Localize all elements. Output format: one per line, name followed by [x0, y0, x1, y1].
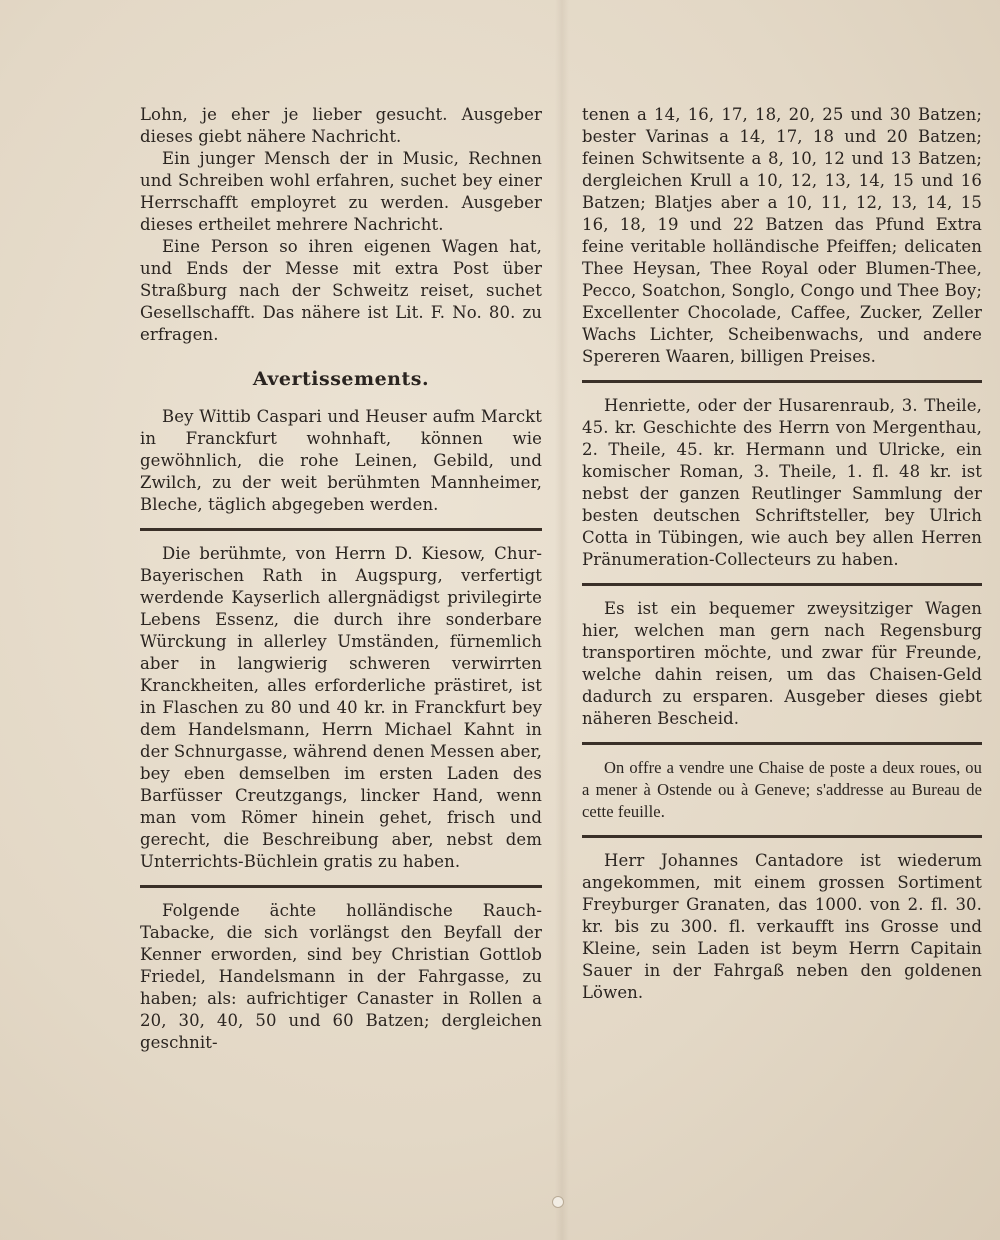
page-fold	[555, 0, 569, 1240]
divider	[582, 583, 982, 586]
right-column	[582, 104, 982, 1004]
advert-text: Es ist ein bequemer zweysitziger Wagen hier, welchen man gern nach Regensburg transportiren möchte, und zwar für Freunde, welche dahin reisen, um das Chaisen-Geld dadurch zu ersparen. Ausgeber dieses giebt näheren Bescheid.	[582, 599, 982, 728]
advert-wage	[140, 104, 542, 148]
advert-essence	[140, 543, 542, 873]
advert-young-man	[140, 148, 542, 236]
advert-text: Folgende ächte holländische Rauch-Tabacke, die sich vorlängst den Beyfall der Kenner erworden, sind bey Christian Gottlob Friedel, Handelsmann in der Fahrgasse, zu haben; als: aufrichtiger Canaster in Rollen a 20, 30, 40, 50 und 60 Batzen; dergleichen geschnit-	[140, 901, 542, 1052]
advert-text: On offre a vendre une Chaise de poste a deux roues, ou a mener à Ostende ou à Geneve; s'addresse au Bureau de cette feuille.	[582, 758, 982, 821]
divider	[582, 380, 982, 383]
advert-text: Ein junger Mensch der in Music, Rechnen und Schreiben wohl erfahren, suchet bey einer Herrschafft employret zu werden. Ausgeber dieses ertheilet mehrere Nachricht.	[140, 149, 542, 234]
left-column	[140, 104, 542, 1054]
divider	[582, 835, 982, 838]
paper-hole	[552, 1196, 564, 1208]
advert-books	[582, 395, 982, 571]
advert-text: Eine Person so ihren eigenen Wagen hat, und Ends der Messe mit extra Post über Straßburg nach der Schweitz reiset, suchet Gesellschafft. Das nähere ist Lit. F. No. 80. zu erfragen.	[140, 237, 542, 344]
advert-text: Henriette, oder der Husarenraub, 3. Theile, 45. kr. Geschichte des Herrn von Mergenthau, 2. Theile, 45. kr. Hermann und Ulricke, ein komischer Roman, 3. Theile, 1. fl. 48 kr. ist nebst der ganzen Reutlinger Sammlung der besten deutschen Schriftsteller, bey Ulrich Cotta in Tübingen, wie auch bey allen Herren Pränumeration-Collecteurs zu haben.	[582, 396, 982, 569]
advert-text: tenen a 14, 16, 17, 18, 20, 25 und 30 Batzen; bester Varinas a 14, 17, 18 und 20 Batzen; feinen Schwitsente a 8, 10, 12 und 13 Batzen; dergleichen Krull a 10, 12, 13, 14, 15 und 16 Batzen; Blatjes aber a 10, 11, 12, 13, 14, 15 16, 18, 19 und 22 Batzen das Pfund Extra feine veritable holländische Pfeiffen; delicaten Thee Heysan, Thee Royal oder Blumen-Thee, Pecco, Soatchon, Songlo, Congo und Thee Boy; Excellenter Chocolade, Caffee, Zucker, Zeller Wachs Lichter, Scheibenwachs, und andere Spereren Waaren, billigen Preises.	[582, 105, 982, 366]
section-heading: Avertissements.	[252, 368, 430, 390]
advert-text: Herr Johannes Cantadore ist wiederum angekommen, mit einem grossen Sortiment Freyburger Granaten, das 1000. von 2. fl. 30. kr. bis zu 300. fl. verkaufft ins Grosse und Kleine, sein Laden ist beym Herrn Capitain Sauer in der Fahrgaß neben den goldenen Löwen.	[582, 851, 982, 1002]
advert-text: Lohn, je eher je lieber gesucht. Ausgeber dieses giebt nähere Nachricht.	[140, 105, 542, 146]
advert-text: Bey Wittib Caspari und Heuser aufm Marckt in Franckfurt wohnhaft, können wie gewöhnlich, die rohe Leinen, Gebild, und Zwilch, zu der weit berühmten Mannheimer, Bleche, täglich abgegeben werden.	[140, 407, 542, 514]
advert-linen	[140, 406, 542, 516]
advert-travel-companion	[140, 236, 542, 346]
divider	[140, 528, 542, 531]
advert-garnets	[582, 850, 982, 1004]
divider	[582, 742, 982, 745]
advert-text: Die berühmte, von Herrn D. Kiesow, Chur-Bayerischen Rath in Augspurg, verfertigt werdende Kayserlich allergnädigst privilegirte Lebens Essenz, die durch ihre sonderbare Würckung in allerley Umständen, fürnemlich aber in langwierig schweren verwirrten Kranckheiten, alles erforderliche prästiret, ist in Flaschen zu 80 und 40 kr. in Franckfurt bey dem Handelsmann, Herrn Michael Kahnt in der Schnurgasse, während denen Messen aber, bey eben demselben im ersten Laden des Barfüsser Creutzgangs, lincker Hand, wenn man vom Römer hinein gehet, frisch und gerecht, die Beschreibung aber, nebst dem Unterrichts-Büchlein gratis zu haben.	[140, 544, 542, 871]
advert-chaise-french	[582, 757, 982, 823]
advert-carriage	[582, 598, 982, 730]
advert-tobacco	[140, 900, 542, 1054]
advert-tobacco-continued	[582, 104, 982, 368]
divider	[140, 885, 542, 888]
